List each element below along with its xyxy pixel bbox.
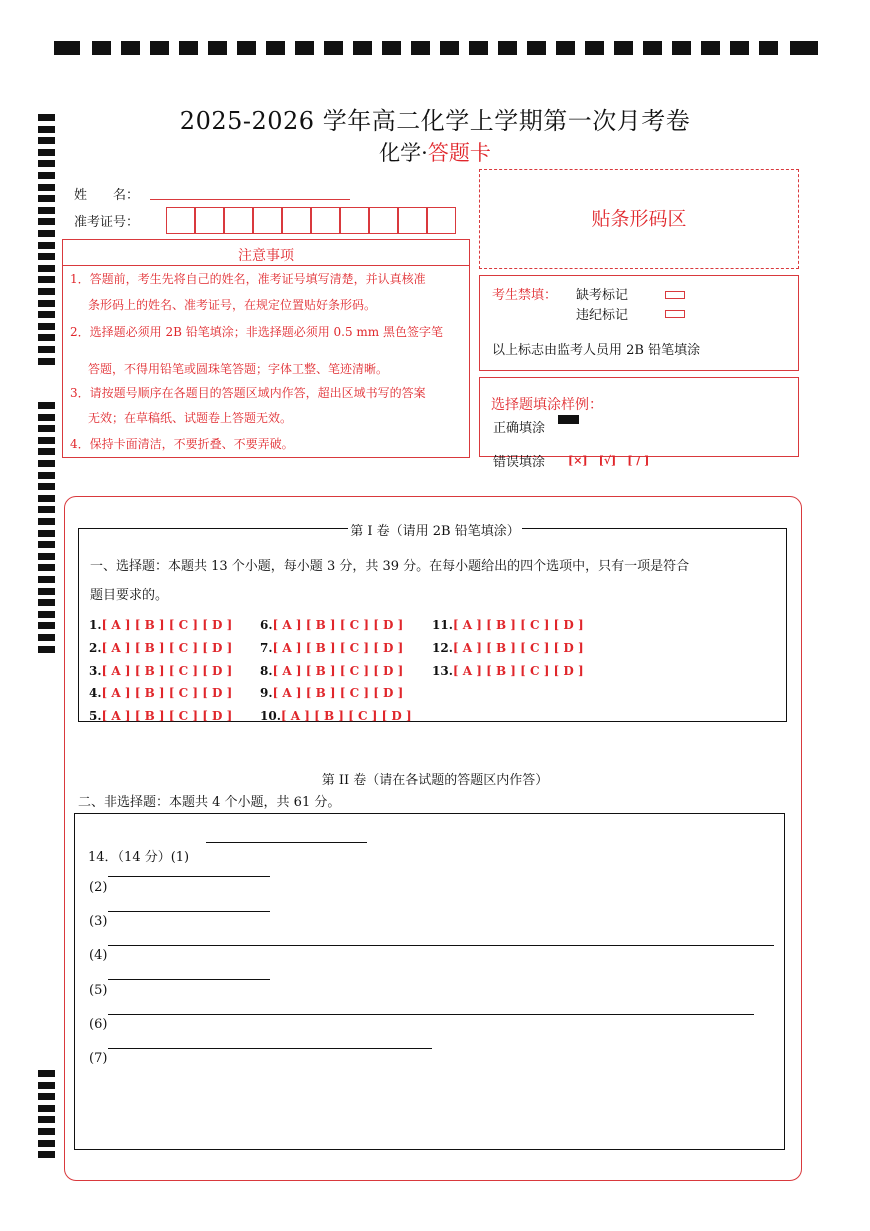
timing-mark <box>150 41 169 55</box>
timing-mark <box>38 588 55 595</box>
part1-instruction-cont: 题目要求的。 <box>90 588 169 603</box>
timing-mark <box>38 346 55 353</box>
sub-question-label: (2) <box>89 880 108 895</box>
timing-mark <box>121 41 140 55</box>
timing-marks-top <box>54 41 818 55</box>
answer-line[interactable] <box>108 945 774 946</box>
timing-mark <box>38 634 55 641</box>
mcq-number: 10. <box>260 709 281 723</box>
mcq-options[interactable]: [ A ] [ B ] [ C ] [ D ] <box>452 618 584 632</box>
timing-mark <box>38 448 55 455</box>
timing-mark <box>38 414 55 421</box>
timing-mark <box>38 622 55 629</box>
timing-mark <box>38 541 55 548</box>
notice-item: 答题，不得用铅笔或圆珠笔答题；字体工整、笔迹清晰。 <box>88 362 389 376</box>
timing-mark <box>38 1140 55 1147</box>
timing-mark <box>38 425 55 432</box>
timing-mark <box>237 41 256 55</box>
timing-mark <box>353 41 372 55</box>
sub-question-label: (6) <box>89 1017 108 1032</box>
timing-marks-left <box>38 0 58 1231</box>
timing-mark <box>295 41 314 55</box>
timing-mark <box>38 207 55 214</box>
timing-mark <box>38 358 55 365</box>
part2-title: 第 II 卷（请在各试题的答题区内作答） <box>321 773 549 788</box>
correct-fill-label: 正确填涂 <box>493 421 546 436</box>
timing-mark <box>38 460 55 467</box>
exam-id-cell[interactable] <box>195 207 224 234</box>
mcq-number: 12. <box>432 641 453 655</box>
timing-mark <box>38 472 55 479</box>
answer-line[interactable] <box>108 876 270 877</box>
correct-fill-sample <box>558 415 579 424</box>
exam-id-cell[interactable] <box>340 207 369 234</box>
sub-question-label: (7) <box>89 1051 108 1066</box>
notice-item: 3．请按题号顺序在各题目的答题区域内作答，超出区域书写的答案 <box>70 386 426 400</box>
violation-label: 违纪标记 <box>576 308 629 323</box>
mcq-number: 6. <box>260 618 273 632</box>
timing-mark <box>440 41 459 55</box>
mcq-row[interactable] <box>260 664 403 678</box>
timing-mark <box>38 334 55 341</box>
timing-mark <box>614 41 633 55</box>
mcq-row[interactable] <box>260 686 403 700</box>
wrong-fill-label: 错误填涂 <box>493 455 546 470</box>
exam-id-cell[interactable] <box>311 207 340 234</box>
timing-mark <box>730 41 749 55</box>
answer-line[interactable] <box>206 842 367 843</box>
exam-id-cell[interactable] <box>398 207 427 234</box>
mcq-options[interactable]: [ A ] [ B ] [ C ] [ D ] <box>452 664 584 678</box>
timing-mark <box>38 230 55 237</box>
timing-mark <box>38 1070 55 1077</box>
subtitle-subject: 化学· <box>379 141 428 165</box>
exam-id-cell[interactable] <box>224 207 253 234</box>
timing-mark <box>38 402 55 409</box>
notice-item: 无效；在草稿纸、试题卷上答题无效。 <box>88 411 293 425</box>
mcq-row[interactable] <box>89 664 232 678</box>
notice-item: 条形码上的姓名、准考证号，在规定位置贴好条形码。 <box>88 298 377 312</box>
mcq-options[interactable]: [ A ] [ B ] [ C ] [ D ] <box>280 709 412 723</box>
notice-item: 4．保持卡面清洁，不要折叠、不要弄破。 <box>70 437 294 451</box>
subtitle-accent: 答题卡 <box>427 141 491 165</box>
timing-mark <box>38 1082 55 1089</box>
timing-mark <box>38 276 55 283</box>
name-field[interactable] <box>150 199 350 200</box>
mcq-row[interactable] <box>260 641 403 655</box>
exam-id-grid[interactable] <box>166 207 456 234</box>
part1-instruction: 一、选择题：本题共 13 个小题，每小题 3 分，共 39 分。在每小题给出的四个选项中，只有一项是符合 <box>90 559 690 574</box>
mcq-options[interactable]: [ A ] [ B ] [ C ] [ D ] <box>101 641 233 655</box>
mcq-number: 9. <box>260 686 273 700</box>
timing-mark <box>38 483 55 490</box>
exam-id-cell[interactable] <box>427 207 456 234</box>
mcq-number: 2. <box>89 641 102 655</box>
notice-item: 1．答题前，考生先将自己的姓名，准考证号填写清楚，并认真核准 <box>70 272 426 286</box>
answer-line[interactable] <box>108 979 270 980</box>
part1-title-text: 第 I 卷（请用 2B 铅笔填涂） <box>350 524 520 539</box>
notice-title-box <box>62 239 470 266</box>
timing-mark <box>38 253 55 260</box>
sub-question-label: (5) <box>89 983 108 998</box>
timing-mark <box>643 41 662 55</box>
mcq-number: 13. <box>432 664 453 678</box>
mcq-options[interactable]: [ A ] [ B ] [ C ] [ D ] <box>101 686 233 700</box>
timing-mark <box>411 41 430 55</box>
absent-mark-box[interactable] <box>665 291 685 299</box>
timing-mark <box>38 437 55 444</box>
mcq-options[interactable]: [ A ] [ B ] [ C ] [ D ] <box>272 686 404 700</box>
mcq-number: 8. <box>260 664 273 678</box>
timing-mark <box>38 184 55 191</box>
mcq-options[interactable]: [ A ] [ B ] [ C ] [ D ] <box>452 641 584 655</box>
forbidden-note: 以上标志由监考人员用 2B 铅笔填涂 <box>492 343 701 358</box>
timing-mark <box>38 646 55 653</box>
timing-mark <box>92 41 111 55</box>
mcq-number: 11. <box>432 618 453 632</box>
absent-label: 缺考标记 <box>576 288 629 303</box>
timing-mark <box>38 311 55 318</box>
timing-mark <box>38 553 55 560</box>
exam-id-cell[interactable] <box>282 207 311 234</box>
mcq-options[interactable]: [ A ] [ B ] [ C ] [ D ] <box>101 618 233 632</box>
mcq-options[interactable]: [ A ] [ B ] [ C ] [ D ] <box>272 664 404 678</box>
q14-label: 14．（14 分）(1) <box>88 850 190 865</box>
timing-mark <box>38 564 55 571</box>
exam-id-cell[interactable] <box>253 207 282 234</box>
mcq-row[interactable] <box>260 709 412 723</box>
timing-mark <box>38 300 55 307</box>
mcq-number: 1. <box>89 618 102 632</box>
wrong-fill-samples: [×] [√] [ / ] <box>568 454 650 467</box>
timing-mark <box>38 495 55 502</box>
exam-id-cell[interactable] <box>369 207 398 234</box>
timing-mark <box>324 41 343 55</box>
timing-mark <box>38 506 55 513</box>
mcq-row[interactable] <box>89 641 232 655</box>
sub-question-label: (4) <box>89 948 108 963</box>
timing-mark <box>498 41 517 55</box>
mcq-row[interactable] <box>260 618 403 632</box>
mcq-options[interactable]: [ A ] [ B ] [ C ] [ D ] <box>272 618 404 632</box>
timing-mark <box>469 41 488 55</box>
notice-box <box>62 265 470 458</box>
timing-mark <box>527 41 546 55</box>
timing-mark <box>556 41 575 55</box>
exam-id-cell[interactable] <box>166 207 195 234</box>
mcq-number: 4. <box>89 686 102 700</box>
timing-mark <box>38 172 55 179</box>
mcq-row[interactable] <box>89 686 232 700</box>
timing-mark <box>179 41 198 55</box>
mcq-number: 7. <box>260 641 273 655</box>
answer-line[interactable] <box>108 1014 754 1015</box>
timing-mark <box>38 1116 55 1123</box>
timing-mark <box>38 265 55 272</box>
sample-title: 选择题填涂样例： <box>491 397 603 413</box>
timing-mark <box>38 242 55 249</box>
mcq-row[interactable] <box>432 641 584 655</box>
mcq-options[interactable]: [ A ] [ B ] [ C ] [ D ] <box>101 664 233 678</box>
mcq-options[interactable]: [ A ] [ B ] [ C ] [ D ] <box>272 641 404 655</box>
timing-mark <box>38 599 55 606</box>
mcq-number: 5. <box>89 709 102 723</box>
part2-instruction: 二、非选择题：本题共 4 个小题，共 61 分。 <box>78 795 341 810</box>
mcq-options[interactable]: [ A ] [ B ] [ C ] [ D ] <box>101 709 233 723</box>
violation-mark-box[interactable] <box>665 310 685 318</box>
sub-question-label: (3) <box>89 914 108 929</box>
forbidden-label: 考生禁填： <box>492 288 558 303</box>
barcode-area <box>479 169 799 269</box>
page-subtitle <box>0 137 870 167</box>
mcq-row[interactable] <box>89 618 232 632</box>
mcq-row[interactable] <box>432 664 584 678</box>
timing-mark <box>790 41 818 55</box>
timing-mark <box>38 1151 55 1158</box>
forbidden-box <box>479 275 799 371</box>
sample-box <box>479 377 799 470</box>
mcq-row[interactable] <box>89 709 232 723</box>
mcq-number: 3. <box>89 664 102 678</box>
mcq-row[interactable] <box>432 618 584 632</box>
timing-mark <box>208 41 227 55</box>
timing-mark <box>38 1105 55 1112</box>
part1-title <box>0 520 870 539</box>
page-title: 2025-2026 学年高二化学上学期第一次月考卷 <box>179 107 691 135</box>
timing-mark <box>38 323 55 330</box>
exam-id-label: 准考证号： <box>74 215 140 230</box>
timing-mark <box>672 41 691 55</box>
answer-line[interactable] <box>108 911 270 912</box>
timing-mark <box>759 41 778 55</box>
timing-mark <box>38 288 55 295</box>
timing-mark <box>38 611 55 618</box>
timing-mark <box>38 576 55 583</box>
barcode-label: 贴条形码区 <box>591 208 687 230</box>
timing-mark <box>701 41 720 55</box>
notice-item: 2．选择题必须用 2B 铅笔填涂；非选择题必须用 0.5 mm 黑色签字笔 <box>70 325 444 339</box>
timing-mark <box>38 218 55 225</box>
timing-mark <box>38 1093 55 1100</box>
timing-mark <box>585 41 604 55</box>
name-label: 姓 名： <box>74 188 140 203</box>
timing-mark <box>382 41 401 55</box>
timing-mark <box>266 41 285 55</box>
timing-mark <box>38 195 55 202</box>
timing-mark <box>38 1128 55 1135</box>
notice-title: 注意事项 <box>238 248 294 264</box>
answer-line[interactable] <box>108 1048 432 1049</box>
